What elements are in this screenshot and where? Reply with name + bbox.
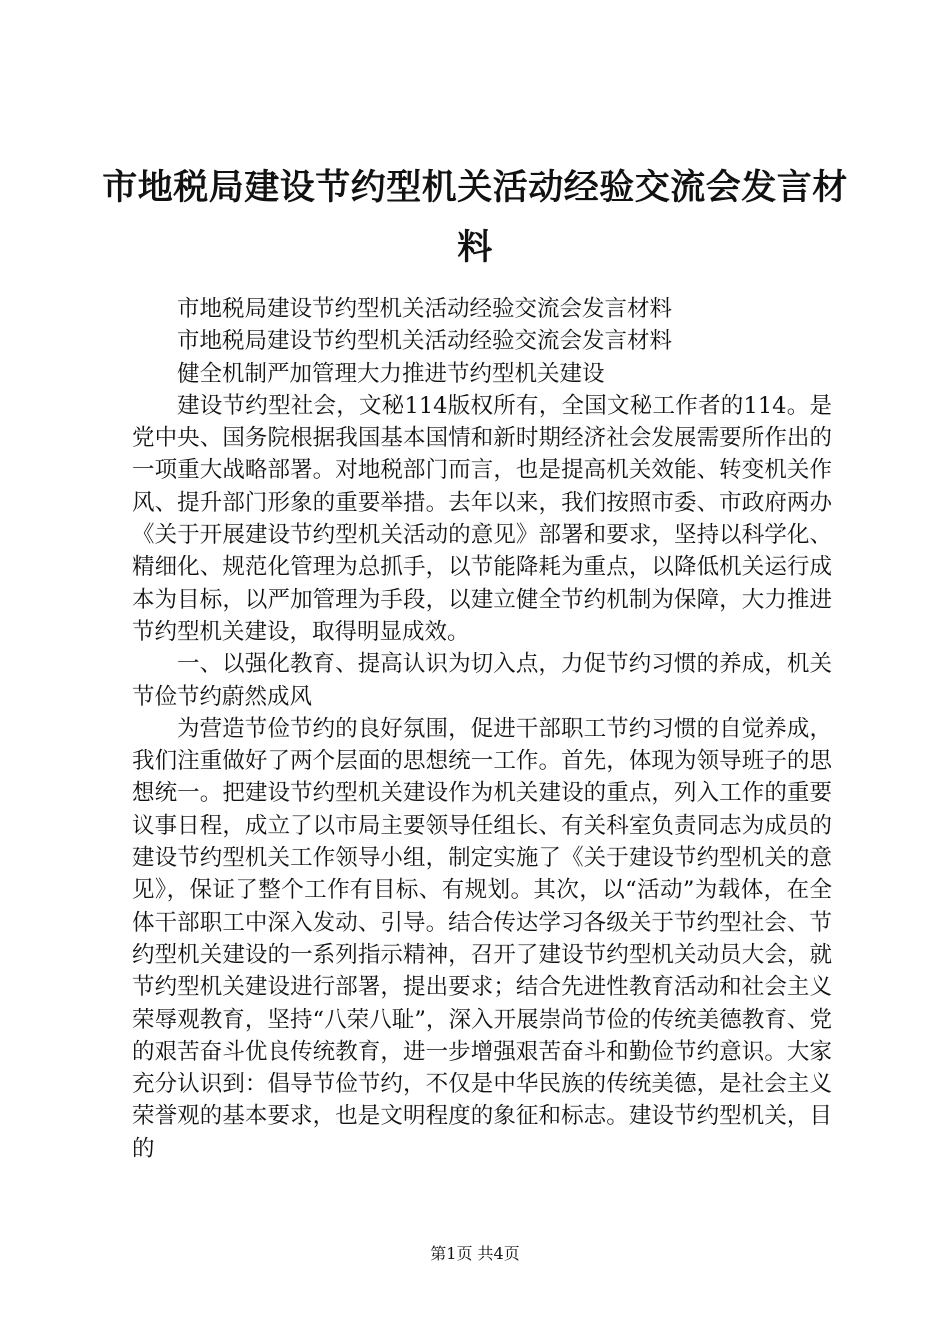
page-indicator: 第1页 共4页 xyxy=(430,1244,520,1263)
paragraph-intro: 建设节约型社会，文秘114版权所有，全国文秘工作者的114。是党中央、国务院根据我国基本国情和新时期经济社会发展需要所作出的一项重大战略部署。对地税部门而言，也是提高机关效能、转变机关作风、提升部门形象的重要举措。去年以来，我们按照市委、市政府两办《关于开展建设节约型机关活动的意见》部署和要求，坚持以科学化、精细化、规范化管理为总抓手，以节能降耗为重点，以降低机关运行成本为目标，以严加管理为手段，以建立健全节约机制为保障，大力推进节约型机关建设，取得明显成效。 xyxy=(132,392,832,645)
paragraph-section-1-body: 为营造节俭节约的良好氛围，促进干部职工节约习惯的自觉养成，我们注重做好了两个层面的思想统一工作。首先，体现为领导班子的思想统一。把建设节约型机关建设作为机关建设的重点，列入工作的重要议事日程，成立了以市局主要领导任组长、有关科室负责同志为成员的建设节约型机关工作领导小组，制定实施了《关于建设节约型机关的意见》，保证了整个工作有目标、有规划。其次，以“活动”为载体，在全体干部职工中深入发动、引导。结合传达学习各级关于节约型社会、节约型机关建设的一系列指示精神，召开了建设节约型机关动员大会，就节约型机关建设进行部署，提出要求；结合先进性教育活动和社会主义荣辱观教育，坚持“八荣八耻”，深入开展崇尚节俭的传统美德教育、党的艰苦奋斗优良传统教育，进一步增强艰苦奋斗和勤俭节约意识。大家充分认识到：倡导节俭节约，不仅是中华民族的传统美德，是社会主义荣誉观的基本要求，也是文明程度的象征和标志。建设节约型机关，目的 xyxy=(132,715,832,1162)
paragraph-heading-repeat-1: 市地税局建设节约型机关活动经验交流会发言材料 xyxy=(177,296,673,322)
paragraph-subtitle: 健全机制严加管理大力推进节约型机关建设 xyxy=(177,360,605,387)
document-body xyxy=(132,293,832,1165)
paragraph-section-heading-1: 一、以强化教育、提高认识为切入点，力促节约习惯的养成，机关节俭节约蔚然成风 xyxy=(132,651,832,710)
paragraph-heading-repeat-2: 市地税局建设节约型机关活动经验交流会发言材料 xyxy=(177,328,673,355)
document-title: 市地税局建设节约型机关活动经验交流会发言材料 xyxy=(102,168,848,268)
